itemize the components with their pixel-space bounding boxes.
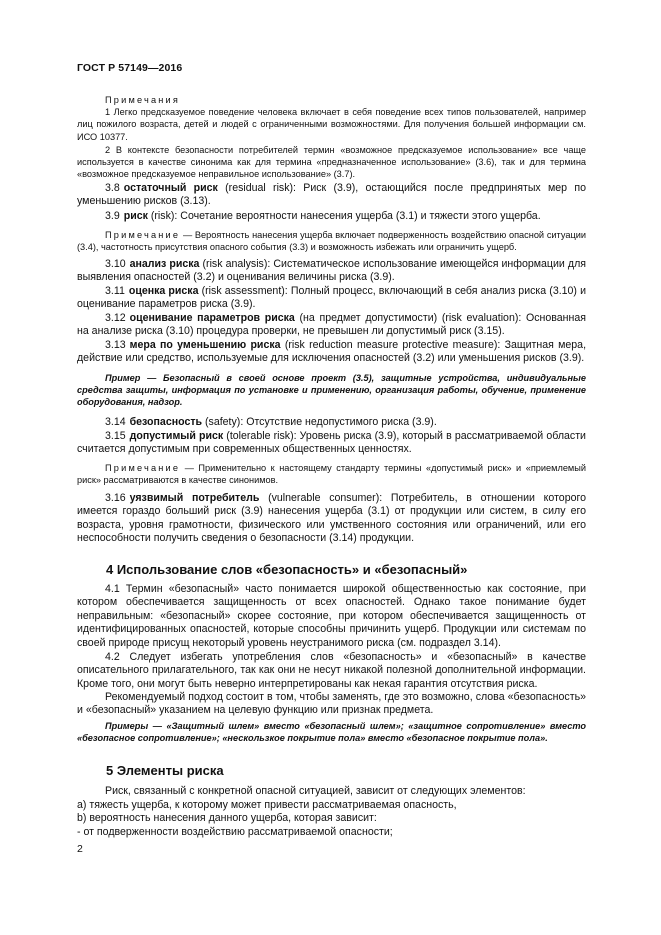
- term-name: оценка риска: [128, 285, 199, 297]
- term-name: оценивание параметров риска: [129, 312, 295, 324]
- section-5-item-a: a) тяжесть ущерба, к которому может привести рассматриваемая опасность,: [77, 799, 457, 811]
- section-5-item-b: b) вероятность нанесения данного ущерба, которая зависит:: [77, 812, 377, 824]
- term-3-10: [77, 258, 586, 285]
- note-label: Примечание: [105, 230, 181, 240]
- section-4-heading: 4 Использование слов «безопасность» и «безопасный»: [106, 562, 468, 577]
- term-definition: (vulnerable consumer): Потребитель, в отношении которого имеется гораздо больший риск (3.9) нанесения ущерба (3.1) от продукции или систем, в силу его возраста, уровня грамотности, физического или умственного состояния или ограничений, или его неспособности получить сведения о безопасности (3.14) продукции.: [77, 492, 586, 545]
- term-name: безопасность: [129, 416, 203, 428]
- note-label: Примечание: [105, 463, 181, 473]
- section-4-example: Примеры — «Защитный шлем» вместо «безопасный шлем»; «защитное сопротивление» вместо «безопасное сопротивление»; «нескользкое покрытие пола» вместо «безопасное покрытие пола».: [77, 721, 586, 744]
- term-number: 3.8: [105, 182, 120, 194]
- term-3-8: [77, 182, 586, 209]
- note-3-15: [77, 462, 586, 486]
- term-number: 3.14: [105, 416, 126, 428]
- term-definition: (tolerable risk): Уровень риска (3.9), который в рассматриваемой области считается допустимым при современных общественных ценностях.: [77, 430, 586, 456]
- note-1: 1 Легко предсказуемое поведение человека включает в себя поведение всех типов пользователей, например лиц пожилого возраста, детей и людей с ограниченными возможностями. Для получения большей информации см. ИСО 10377.: [77, 107, 586, 142]
- section-4-paragraph-3: Рекомендуемый подход состоит в том, чтобы заменять, где это возможно, слова «безопасность» и «безопасный» указанием на целевую функцию или признак предмета.: [77, 691, 586, 717]
- section-5-intro: Риск, связанный с конкретной опасной ситуацией, зависит от следующих элементов:: [105, 785, 526, 797]
- term-name: допустимый риск: [129, 430, 224, 442]
- note-3-9: [77, 229, 586, 253]
- term-definition: (risk analysis): Систематическое использование имеющейся информации для выявления опасностей (3.2) и оценивания величины риска (3.9).: [77, 258, 586, 284]
- notes-block: [77, 94, 586, 180]
- term-3-16: [77, 492, 586, 546]
- section-4-paragraph-1: 4.1 Термин «безопасный» часто понимается широкой общественностью как состояние, при котором обеспечивается защищенность от всех опасностей. Однако такое понимание будет неправильным: «безопасный» скорее состояние, при котором обеспечивается защищенность от идентифицированных опасностей, которые способны причинить ущерб. Продукции или системам по своей природе присущ некоторый уровень неустранимого риска (см. подраздел 3.14).: [77, 583, 586, 649]
- term-number: 3.10: [105, 258, 126, 270]
- term-definition: (на предмет допустимости) (risk evaluation): Основанная на анализе риска (3.10) процедура проверки, не превышен ли допустимый риск (3.15).: [77, 312, 587, 338]
- section-5-heading: 5 Элементы риска: [106, 763, 224, 778]
- term-number: 3.16: [105, 492, 126, 504]
- term-number: 3.11: [105, 285, 125, 297]
- term-name: анализ риска: [129, 258, 200, 270]
- note-text: — Вероятность нанесения ущерба включает подверженность воздействию опасной ситуации (3.4), частотность присутствия опасного события (3.3) и возможность избежать или ограничить ущерб.: [77, 230, 586, 253]
- term-number: 3.9: [105, 210, 120, 222]
- term-definition: (safety): Отсутствие недопустимого риска (3.9).: [205, 416, 437, 428]
- term-number: 3.15: [105, 430, 126, 442]
- term-definition: (risk reduction measure protective measure): Защитная мера, действие или средство, используемые для исключения опасностей (3.2) или уменьшения рисков (3.9).: [77, 339, 587, 365]
- term-3-12: [77, 312, 586, 339]
- term-3-9: [77, 210, 586, 223]
- term-name: мера по уменьшению риска: [129, 339, 281, 351]
- term-definition: (residual risk): Риск (3.9), остающийся после предпринятых мер по уменьшению рисков (3.13).: [77, 182, 586, 208]
- term-name: уязвимый потребитель: [129, 492, 260, 504]
- term-3-11: [77, 285, 586, 312]
- notes-title: Примечания: [105, 95, 181, 105]
- note-text: — Применительно к настоящему стандарту термины «допустимый риск» и «приемлемый риск» рассматриваются в качестве синонимов.: [77, 463, 586, 486]
- example-3-13: Пример — Безопасный в своей основе проект (3.5), защитные устройства, индивидуальные средства защиты, информация по установке и применению, организация работы, обучение, применение оборудования, надзор.: [77, 373, 586, 408]
- term-name: риск: [123, 210, 148, 222]
- term-definition: (risk assessment): Полный процесс, включающий в себя анализ риска (3.10) и оценивание параметров риска (3.9).: [77, 285, 586, 311]
- term-definition: (risk): Сочетание вероятности нанесения ущерба (3.1) и тяжести этого ущерба.: [150, 210, 541, 222]
- term-number: 3.13: [105, 339, 126, 351]
- term-3-15: [77, 430, 586, 457]
- note-2: 2 В контексте безопасности потребителей термин «возможное предсказуемое использование» все чаще используется в качестве синонима как для термина «предназначенное использование» (3.6), так и для термина «возможное предсказуемое неправильное использование» (3.7).: [77, 144, 586, 180]
- term-3-13: [77, 339, 586, 366]
- section-5-dash-item: - от подверженности воздействию рассматриваемой опасности;: [77, 826, 393, 838]
- term-3-14: [77, 416, 586, 429]
- term-number: 3.12: [105, 312, 126, 324]
- document-header: ГОСТ Р 57149—2016: [77, 62, 183, 74]
- page-number: 2: [77, 843, 83, 855]
- term-name: остаточный риск: [123, 182, 218, 194]
- section-4-paragraph-2: 4.2 Следует избегать употребления слов «безопасность» и «безопасный» в качестве описательного прилагательного, так как они не несут никакой полезной дополнительной информации. Кроме того, они могут быть неверно интерпретированы как некая гарантия отсутствия риска.: [77, 651, 586, 690]
